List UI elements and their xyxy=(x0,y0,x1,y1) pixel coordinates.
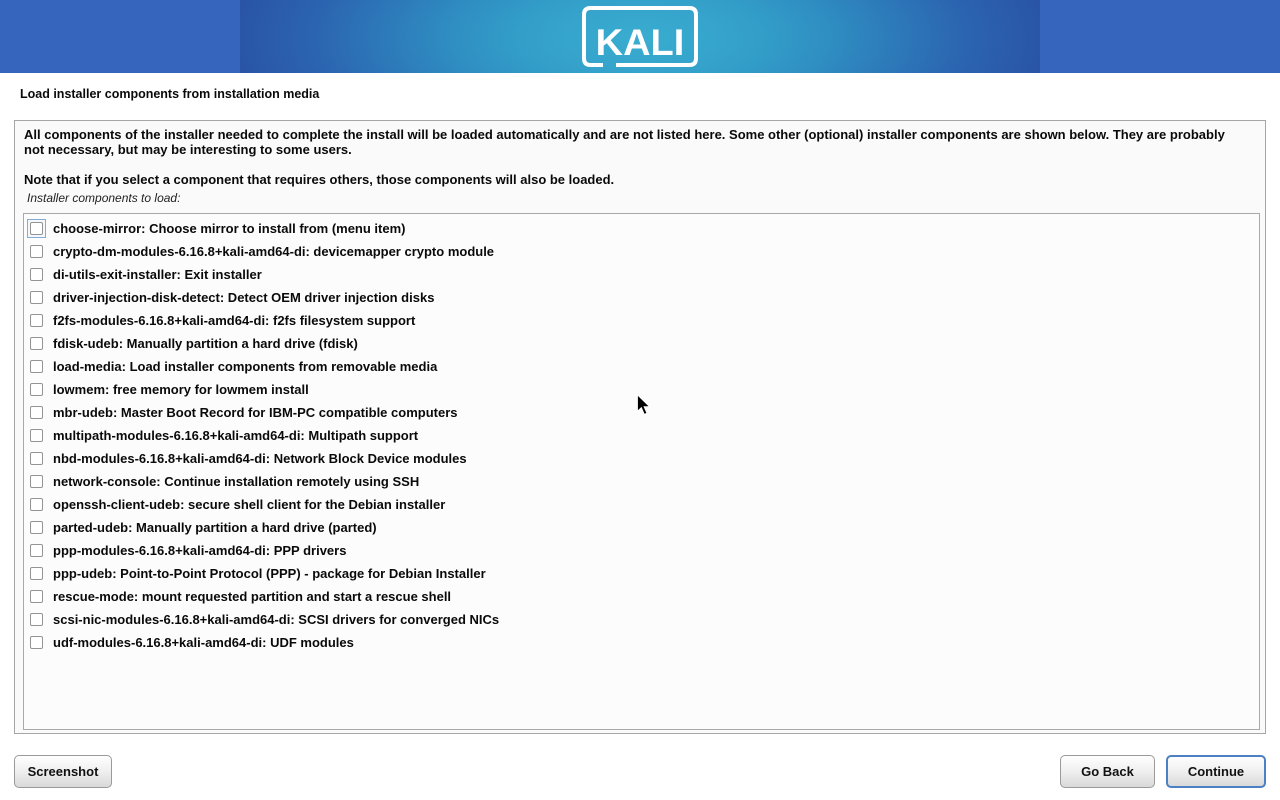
list-item-label: crypto-dm-modules-6.16.8+kali-amd64-di: devicemapper crypto module xyxy=(53,244,495,259)
list-item-label: rescue-mode: mount requested partition and start a rescue shell xyxy=(53,589,452,604)
checkbox-box xyxy=(30,613,43,626)
list-item[interactable] xyxy=(24,585,1259,608)
checkbox-box xyxy=(30,498,43,511)
checkbox-box xyxy=(30,544,43,557)
component-checkbox[interactable] xyxy=(27,334,46,353)
list-item-label: parted-udeb: Manually partition a hard drive (parted) xyxy=(53,520,377,535)
banner-gradient xyxy=(240,0,1040,73)
list-item-label: network-console: Continue installation remotely using SSH xyxy=(53,474,420,489)
list-item-label: ppp-udeb: Point-to-Point Protocol (PPP) - package for Debian Installer xyxy=(53,566,486,581)
components-listbox[interactable] xyxy=(23,213,1260,730)
list-item[interactable] xyxy=(24,493,1259,516)
component-checkbox[interactable] xyxy=(27,380,46,399)
list-item-label: ppp-modules-6.16.8+kali-amd64-di: PPP drivers xyxy=(53,543,347,558)
list-item[interactable] xyxy=(24,631,1259,654)
list-item-label: udf-modules-6.16.8+kali-amd64-di: UDF modules xyxy=(53,635,354,650)
list-item[interactable] xyxy=(24,240,1259,263)
kali-logo xyxy=(582,6,698,67)
list-item[interactable] xyxy=(24,470,1259,493)
page-title: Load installer components from installation media xyxy=(20,87,320,101)
list-item[interactable] xyxy=(24,516,1259,539)
list-item[interactable] xyxy=(24,378,1259,401)
kali-logo-text: KALI xyxy=(595,21,685,63)
continue-button[interactable]: Continue xyxy=(1166,755,1266,788)
component-checkbox[interactable] xyxy=(27,541,46,560)
checkbox-box xyxy=(30,291,43,304)
checkbox-box xyxy=(30,245,43,258)
component-checkbox[interactable] xyxy=(27,311,46,330)
list-item-label: driver-injection-disk-detect: Detect OEM driver injection disks xyxy=(53,290,435,305)
list-item[interactable] xyxy=(24,263,1259,286)
list-item[interactable] xyxy=(24,217,1259,240)
component-checkbox[interactable] xyxy=(27,518,46,537)
component-checkbox[interactable] xyxy=(27,472,46,491)
list-item[interactable] xyxy=(24,355,1259,378)
checkbox-box xyxy=(30,636,43,649)
list-item-label: openssh-client-udeb: secure shell client for the Debian installer xyxy=(53,497,446,512)
checkbox-box xyxy=(30,452,43,465)
installer-banner xyxy=(0,0,1280,73)
checkbox-box xyxy=(30,360,43,373)
component-checkbox[interactable] xyxy=(27,357,46,376)
component-checkbox[interactable] xyxy=(27,633,46,652)
list-item-label: nbd-modules-6.16.8+kali-amd64-di: Network Block Device modules xyxy=(53,451,467,466)
list-item-label: f2fs-modules-6.16.8+kali-amd64-di: f2fs filesystem support xyxy=(53,313,416,328)
description-text: All components of the installer needed to complete the install will be loaded automatically and are not listed here. Some other (optional) installer components are shown below. They are probably not necessary, but may be interesting to some users. xyxy=(24,127,1225,157)
list-item-label: load-media: Load installer components from removable media xyxy=(53,359,438,374)
checkbox-box xyxy=(30,429,43,442)
list-item-label: multipath-modules-6.16.8+kali-amd64-di: Multipath support xyxy=(53,428,419,443)
checkbox-box xyxy=(30,475,43,488)
list-item-label: choose-mirror: Choose mirror to install from (menu item) xyxy=(53,221,406,236)
checkbox-box xyxy=(30,222,43,235)
checkbox-box xyxy=(30,406,43,419)
component-checkbox[interactable] xyxy=(27,219,46,238)
list-item[interactable] xyxy=(24,562,1259,585)
list-item[interactable] xyxy=(24,309,1259,332)
list-item-label: di-utils-exit-installer: Exit installer xyxy=(53,267,262,282)
list-item[interactable] xyxy=(24,539,1259,562)
list-item[interactable] xyxy=(24,332,1259,355)
component-checkbox[interactable] xyxy=(27,495,46,514)
main-panel xyxy=(14,120,1266,734)
list-item-label: fdisk-udeb: Manually partition a hard drive (fdisk) xyxy=(53,336,358,351)
screenshot-button[interactable]: Screenshot xyxy=(14,755,112,788)
list-item[interactable] xyxy=(24,401,1259,424)
component-checkbox[interactable] xyxy=(27,265,46,284)
note-text: Note that if you select a component that requires others, those components will also be loaded. xyxy=(24,172,615,187)
component-checkbox[interactable] xyxy=(27,587,46,606)
component-checkbox[interactable] xyxy=(27,288,46,307)
checkbox-box xyxy=(30,521,43,534)
component-checkbox[interactable] xyxy=(27,426,46,445)
checkbox-box xyxy=(30,337,43,350)
list-item[interactable] xyxy=(24,608,1259,631)
list-item-label: scsi-nic-modules-6.16.8+kali-amd64-di: SCSI drivers for converged NICs xyxy=(53,612,500,627)
checkbox-box xyxy=(30,314,43,327)
list-item[interactable] xyxy=(24,286,1259,309)
checkbox-box xyxy=(30,567,43,580)
components-list-label: Installer components to load: xyxy=(27,191,181,205)
go-back-button[interactable]: Go Back xyxy=(1060,755,1155,788)
component-checkbox[interactable] xyxy=(27,564,46,583)
checkbox-box xyxy=(30,383,43,396)
component-checkbox[interactable] xyxy=(27,242,46,261)
list-item[interactable] xyxy=(24,447,1259,470)
component-checkbox[interactable] xyxy=(27,449,46,468)
component-checkbox[interactable] xyxy=(27,403,46,422)
component-checkbox[interactable] xyxy=(27,610,46,629)
list-item[interactable] xyxy=(24,424,1259,447)
list-item-label: mbr-udeb: Master Boot Record for IBM-PC compatible computers xyxy=(53,405,458,420)
checkbox-box xyxy=(30,268,43,281)
checkbox-box xyxy=(30,590,43,603)
list-item-label: lowmem: free memory for lowmem install xyxy=(53,382,309,397)
